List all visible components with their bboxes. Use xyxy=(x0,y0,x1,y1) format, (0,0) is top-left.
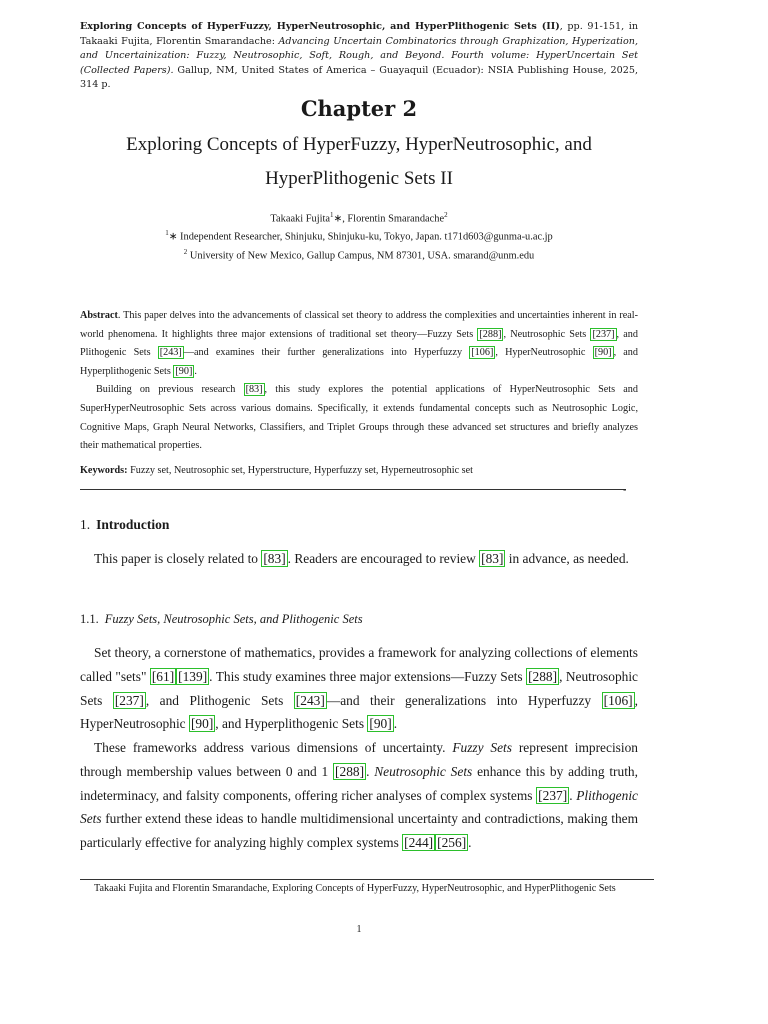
citation-link[interactable]: [288] xyxy=(479,328,502,340)
author2-sup: 2 xyxy=(444,211,448,219)
citation-link[interactable]: [83] xyxy=(245,384,263,396)
citation-link[interactable]: [288] xyxy=(335,763,365,779)
paper-title-line1: Exploring Concepts of HyperFuzzy, HyperNeutrosophic, and xyxy=(126,134,592,155)
page-number: 1 xyxy=(356,924,362,935)
keywords xyxy=(80,462,638,481)
citation-link[interactable]: [90] xyxy=(369,716,392,732)
citation-link[interactable]: [237] xyxy=(538,787,568,803)
citation-link[interactable]: [90] xyxy=(190,716,214,732)
citation-publisher: Gallup, NM, United States of America – Guayaquil (Ecuador): NSIA Publishing House, 2025, 314 p. xyxy=(80,64,638,90)
body-text: . Readers are encouraged to review xyxy=(287,551,480,566)
citation-link[interactable]: [90] xyxy=(594,347,612,359)
citation-book-title: Advancing Uncertain Combinatorics through Graphization, Hyperization, and Uncertainization: Fuzzy, Neutrosophic, Soft, Rough, and Beyond. Fourth volume: HyperUncertain Set (Collected Papers). xyxy=(80,35,638,76)
body-text: Set theory, a cornerstone of mathematics, provides a framework for analyzing collections of elements called "sets" xyxy=(80,645,638,684)
subsection-number: 1.1. xyxy=(80,612,99,626)
body-text: in advance, as needed. xyxy=(505,551,629,566)
author1-mark: ∗ xyxy=(333,213,343,225)
body-text: , Neutrosophic Sets xyxy=(80,668,638,708)
body-text: These frameworks address various dimensions of uncertainty. xyxy=(94,740,453,755)
body-text: enhance this by adding truth, indeterminacy, and falsity components, offering richer analyses of complex systems xyxy=(80,763,638,803)
citation-link[interactable]: [244] xyxy=(404,835,434,851)
affil2-sup: 2 xyxy=(183,247,188,256)
affiliation-2 xyxy=(80,245,638,263)
author-block xyxy=(80,208,638,263)
body-text: . xyxy=(468,835,472,851)
author-separator: , xyxy=(342,213,348,225)
citation-link[interactable]: [83] xyxy=(481,551,504,566)
subsection-title: Fuzzy Sets, Neutrosophic Sets, and Plithogenic Sets xyxy=(104,612,363,626)
author-names xyxy=(80,208,638,226)
citation-link[interactable]: [106] xyxy=(603,692,633,708)
body-text: . xyxy=(393,716,398,732)
body-text: , and Plithogenic Sets xyxy=(145,692,294,708)
abstract-text: . This paper delves into the advancements of classical set theory to address the complexities and uncertainties inherent in real-world phenomena. It highlights three major extensions of traditional set theory—Fuzzy Sets xyxy=(80,310,638,340)
abstract-text: . xyxy=(194,365,197,377)
keywords-list: Fuzzy set, Neutrosophic set, Hyperstructure, Hyperfuzzy set, Hyperneutrosophic set xyxy=(127,464,473,476)
affil2-text: University of New Mexico, Gallup Campus, NM 87301, USA. smarand@unm.edu xyxy=(187,250,535,262)
citation-link[interactable]: [243] xyxy=(295,692,325,708)
abstract-text: —and examines their further generalizations into Hyperfuzzy xyxy=(183,347,470,359)
term-plithogenic-sets: Plithogenic Sets xyxy=(80,787,638,827)
citation-link[interactable]: [243] xyxy=(159,347,182,359)
author1-sup: 1 xyxy=(329,211,334,219)
section-number: 1. xyxy=(80,517,91,532)
citation-text xyxy=(80,20,638,93)
citation-link[interactable]: [106] xyxy=(471,347,494,359)
body-text: . This study examines three major extensions—Fuzzy Sets xyxy=(209,668,527,684)
body-text: further extend these ideas to handle multidimensional uncertainty and contradictions, making them particularly effective for analyzing highly complex systems xyxy=(80,811,638,851)
footnote-text: Takaaki Fujita and Florentin Smarandache, Exploring Concepts of HyperFuzzy, HyperNeutrosophic, and HyperPlithogenic Sets xyxy=(94,883,616,894)
footnote xyxy=(80,881,638,898)
section-title: Introduction xyxy=(96,517,170,532)
body-text: This paper is closely related to xyxy=(94,551,262,566)
abstract-divider xyxy=(80,489,626,490)
term-fuzzy-sets: Fuzzy Sets xyxy=(452,740,512,755)
body-text: represent imprecision through membership values between 0 and 1 xyxy=(80,740,638,779)
section-heading-introduction xyxy=(80,517,169,533)
citation-pages-editors: , pp. 91-151, in Takaaki Fujita, Florentin Smarandache: xyxy=(80,21,638,47)
citation-link[interactable]: [139] xyxy=(178,668,208,684)
body-text: , HyperNeutrosophic xyxy=(80,692,638,732)
affil1-mark: ∗ xyxy=(168,231,178,243)
body-text: , and Hyperplithogenic Sets xyxy=(215,716,368,732)
citation-link[interactable]: [61] xyxy=(151,668,175,684)
term-neutrosophic-sets: Neutrosophic Sets xyxy=(374,763,473,779)
frameworks-paragraph xyxy=(80,736,638,855)
body-text: . xyxy=(569,787,577,803)
citation-link[interactable]: [256] xyxy=(437,835,467,851)
abstract-text: , this study explores the potential applications of HyperNeutrosophic Sets and SuperHyperNeutrosophic Sets across various domains. Specifically, it extends fundamental concepts such as Neutrosophic Logic, Cognitive Maps, Graph Neural Networks, Classifiers, and Triplet Groups through these advanced set structures and briefly analyzes their mathematical properties. xyxy=(80,384,638,452)
abstract-paragraph-2 xyxy=(80,381,638,455)
body-text: —and their generalizations into Hyperfuzzy xyxy=(326,692,602,708)
abstract-paragraph-1 xyxy=(80,307,638,381)
subsection-heading xyxy=(80,612,363,627)
divider-dash: - xyxy=(623,485,627,496)
abstract-text: , and Hyperplithogenic Sets xyxy=(80,347,638,377)
abstract-text: , Neutrosophic Sets xyxy=(503,328,591,340)
affil1-sup: 1 xyxy=(165,229,169,238)
author1-name: Takaaki Fujita xyxy=(270,213,330,225)
citation-link[interactable]: [90] xyxy=(175,365,193,377)
citation-link[interactable]: [83] xyxy=(263,551,286,566)
citation-link[interactable]: [237] xyxy=(114,692,144,708)
citation-link[interactable]: [237] xyxy=(592,328,615,340)
abstract-text: Building on previous research xyxy=(96,384,244,396)
abstract-section xyxy=(80,307,638,480)
citation-link[interactable]: [288] xyxy=(528,668,558,684)
affil1-text: Independent Researcher, Shinjuku, Shinjuku-ku, Tokyo, Japan. t171d603@gunma-u.ac.jp xyxy=(177,231,553,243)
abstract-text: , HyperNeutrosophic xyxy=(495,347,593,359)
author2-name: Florentin Smarandache xyxy=(347,213,445,225)
paper-title-line2: HyperPlithogenic Sets II xyxy=(265,168,453,189)
settheory-paragraph xyxy=(80,641,638,736)
citation-block xyxy=(80,20,638,93)
paper-title xyxy=(80,128,638,196)
keywords-label: Keywords: xyxy=(80,464,128,476)
intro-paragraph xyxy=(80,547,638,571)
affiliation-1 xyxy=(80,226,638,244)
body-text: . xyxy=(366,763,375,779)
chapter-heading: Chapter 2 xyxy=(300,96,418,121)
abstract-text: , and Plithogenic Sets xyxy=(80,328,638,359)
citation-bold-title: Exploring Concepts of HyperFuzzy, HyperNeutrosophic, and HyperPlithogenic Sets (II) xyxy=(80,21,560,32)
footnote-divider xyxy=(80,879,654,880)
abstract-label: Abstract xyxy=(80,310,118,321)
